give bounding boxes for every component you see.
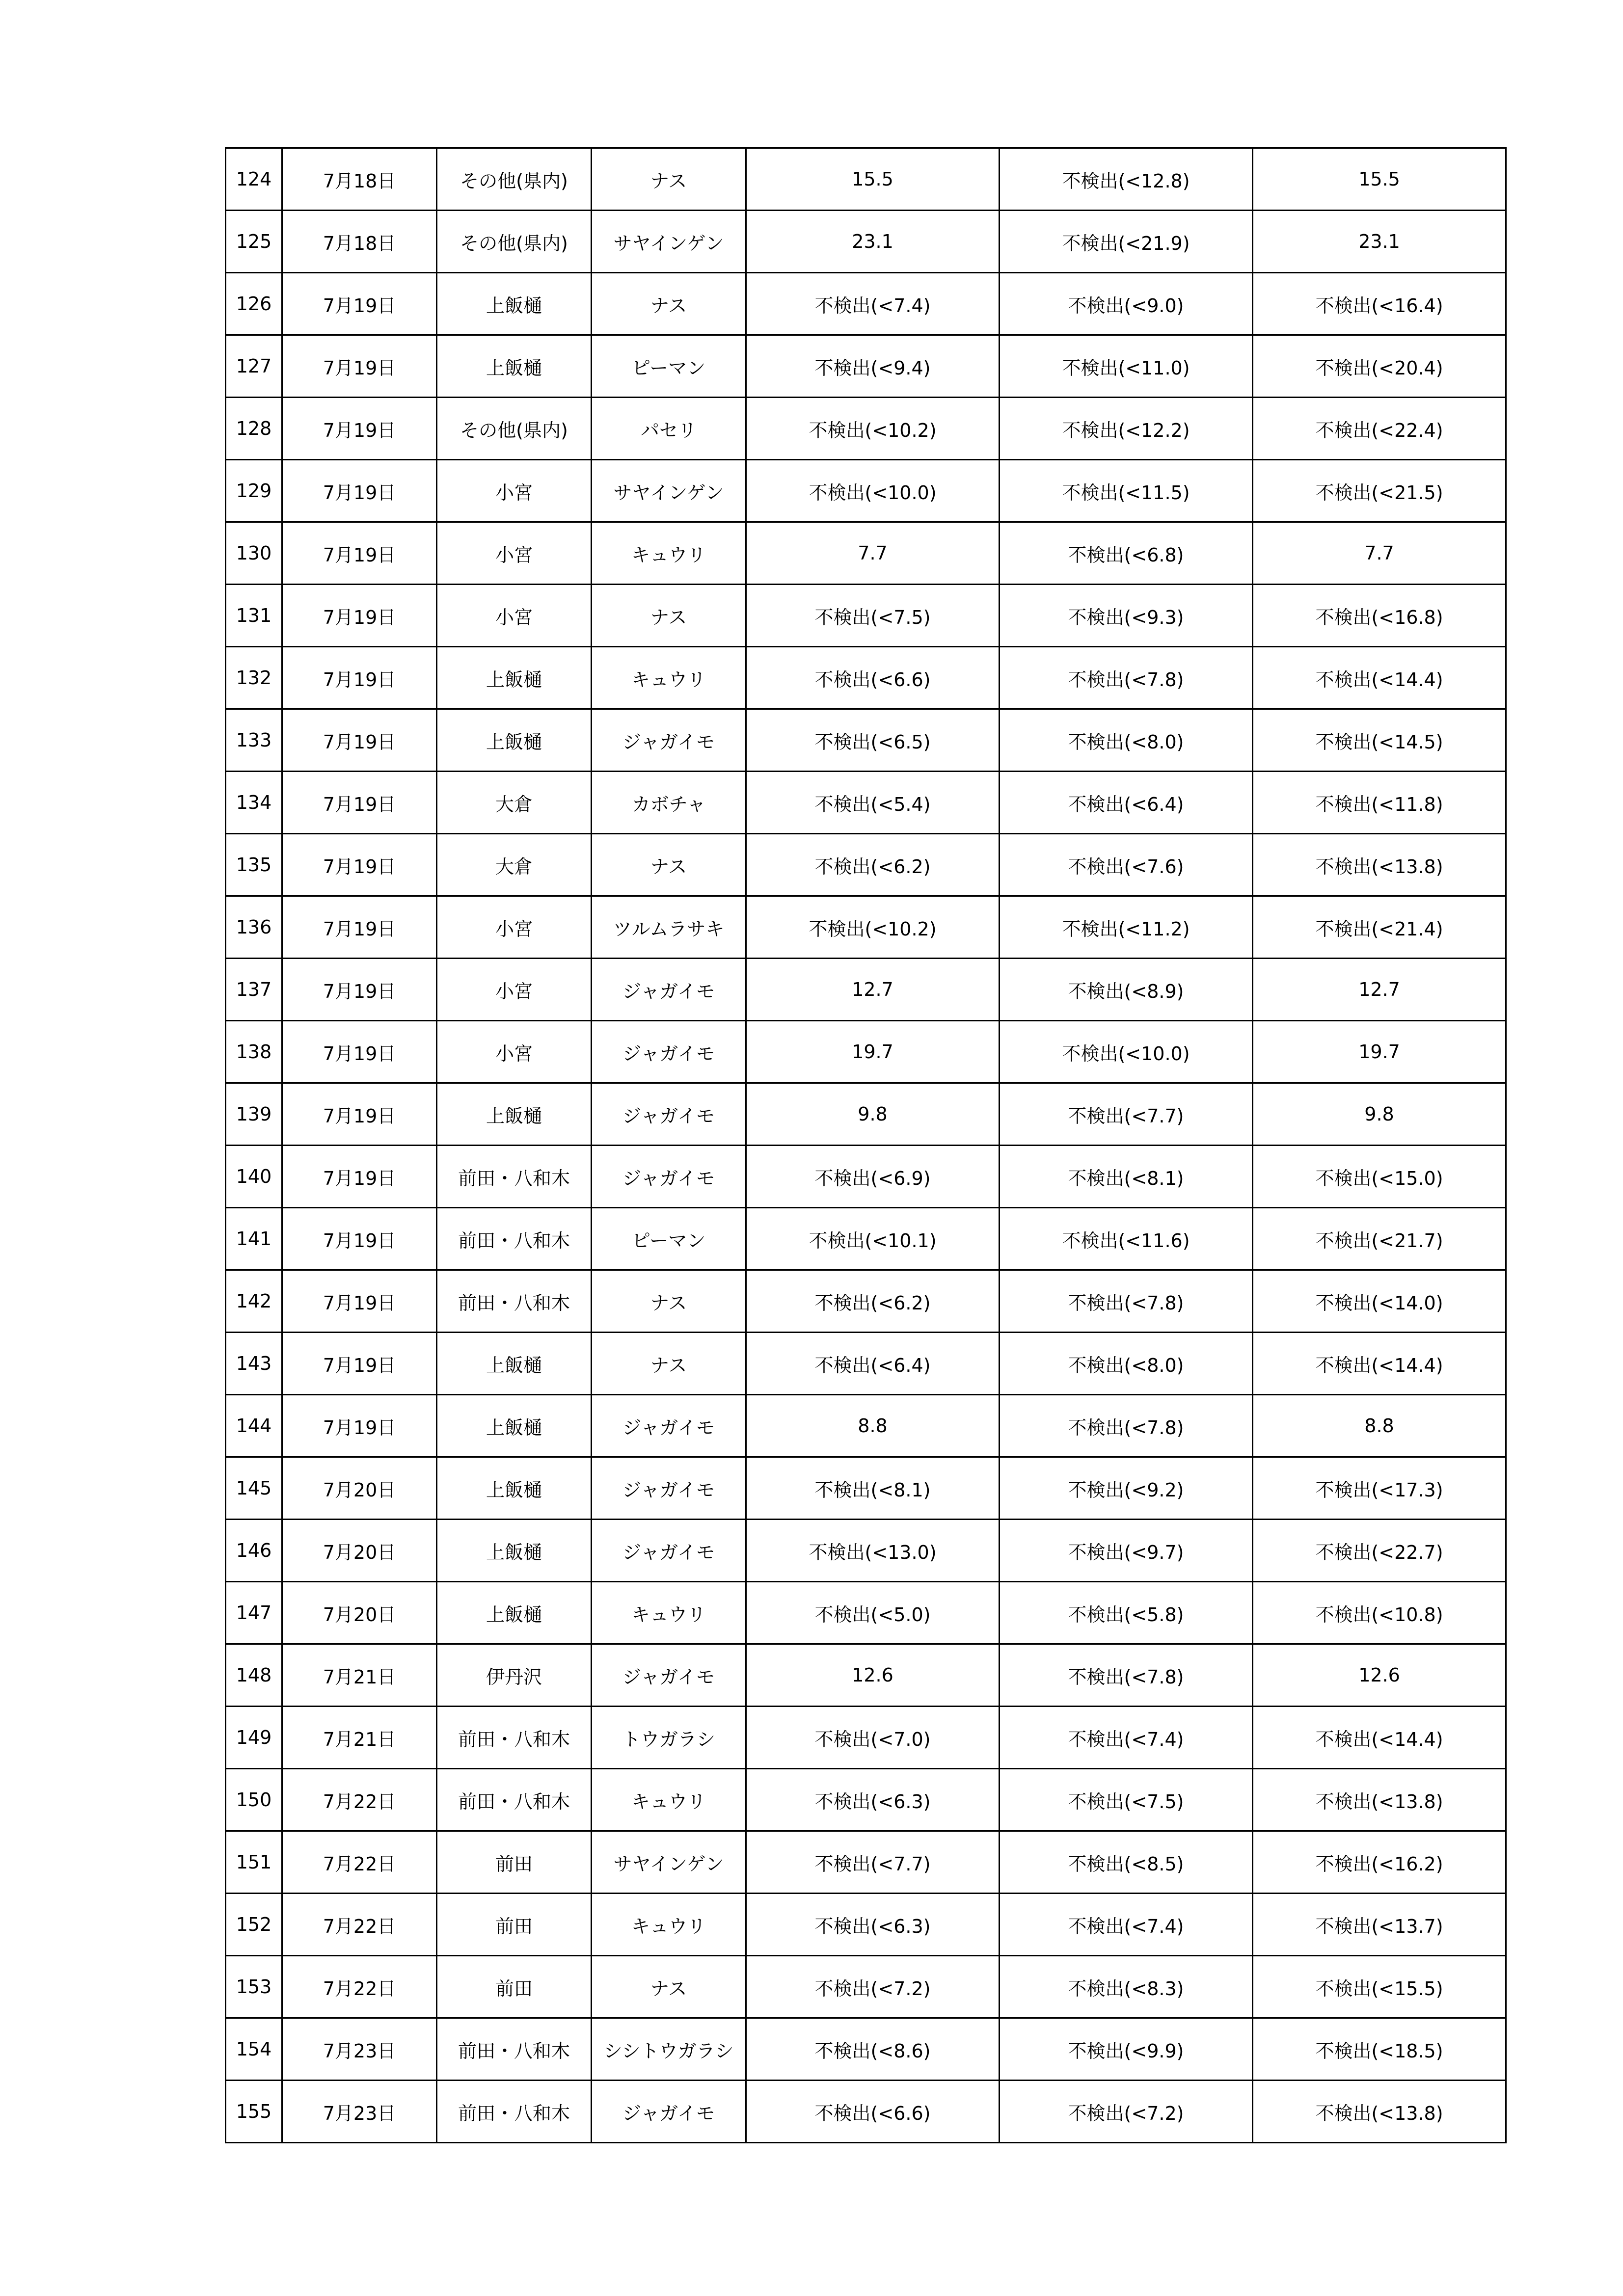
row-number-cell: 136 bbox=[226, 896, 282, 959]
area-cell: 上飯樋 bbox=[437, 647, 592, 709]
value-1-cell: 不検出(<10.2) bbox=[746, 398, 1000, 460]
value-1-cell: 9.8 bbox=[746, 1083, 1000, 1146]
item-cell: ナス bbox=[592, 273, 746, 335]
table-row bbox=[226, 148, 1506, 211]
value-2-cell: 不検出(<7.7) bbox=[1000, 1083, 1253, 1146]
date-cell: 7月19日 bbox=[282, 1083, 437, 1146]
area-cell: 上飯樋 bbox=[437, 1333, 592, 1395]
area-cell: 伊丹沢 bbox=[437, 1644, 592, 1707]
item-cell: キュウリ bbox=[592, 647, 746, 709]
value-3-cell: 12.7 bbox=[1253, 959, 1506, 1021]
area-cell: 上飯樋 bbox=[437, 1083, 592, 1146]
date-cell: 7月18日 bbox=[282, 148, 437, 211]
value-2-cell: 不検出(<8.3) bbox=[1000, 1956, 1253, 2018]
table-row bbox=[226, 1707, 1506, 1769]
table-row bbox=[226, 1831, 1506, 1894]
area-cell: 上飯樋 bbox=[437, 1395, 592, 1457]
table-row bbox=[226, 709, 1506, 772]
value-2-cell: 不検出(<8.9) bbox=[1000, 959, 1253, 1021]
item-cell: ナス bbox=[592, 1956, 746, 2018]
date-cell: 7月20日 bbox=[282, 1520, 437, 1582]
item-cell: ナス bbox=[592, 834, 746, 896]
table-row bbox=[226, 1457, 1506, 1520]
value-3-cell: 不検出(<22.7) bbox=[1253, 1520, 1506, 1582]
value-1-cell: 8.8 bbox=[746, 1395, 1000, 1457]
value-1-cell: 不検出(<6.3) bbox=[746, 1769, 1000, 1831]
value-3-cell: 不検出(<18.5) bbox=[1253, 2018, 1506, 2081]
item-cell: ジャガイモ bbox=[592, 959, 746, 1021]
value-2-cell: 不検出(<8.0) bbox=[1000, 709, 1253, 772]
item-cell: ジャガイモ bbox=[592, 2081, 746, 2143]
item-cell: キュウリ bbox=[592, 1582, 746, 1644]
value-2-cell: 不検出(<7.4) bbox=[1000, 1894, 1253, 1956]
value-3-cell: 7.7 bbox=[1253, 522, 1506, 585]
row-number-cell: 141 bbox=[226, 1208, 282, 1270]
item-cell: サヤインゲン bbox=[592, 1831, 746, 1894]
value-1-cell: 不検出(<7.4) bbox=[746, 273, 1000, 335]
value-2-cell: 不検出(<7.6) bbox=[1000, 834, 1253, 896]
value-1-cell: 不検出(<7.2) bbox=[746, 1956, 1000, 2018]
value-2-cell: 不検出(<21.9) bbox=[1000, 211, 1253, 273]
table-row bbox=[226, 2081, 1506, 2143]
value-1-cell: 不検出(<6.3) bbox=[746, 1894, 1000, 1956]
value-3-cell: 不検出(<17.3) bbox=[1253, 1457, 1506, 1520]
row-number-cell: 149 bbox=[226, 1707, 282, 1769]
item-cell: ジャガイモ bbox=[592, 1021, 746, 1083]
date-cell: 7月19日 bbox=[282, 1208, 437, 1270]
value-3-cell: 15.5 bbox=[1253, 148, 1506, 211]
row-number-cell: 125 bbox=[226, 211, 282, 273]
row-number-cell: 137 bbox=[226, 959, 282, 1021]
value-2-cell: 不検出(<9.0) bbox=[1000, 273, 1253, 335]
value-3-cell: 不検出(<15.5) bbox=[1253, 1956, 1506, 2018]
value-1-cell: 不検出(<10.0) bbox=[746, 460, 1000, 522]
area-cell: 前田・八和木 bbox=[437, 1707, 592, 1769]
row-number-cell: 148 bbox=[226, 1644, 282, 1707]
area-cell: 前田・八和木 bbox=[437, 2081, 592, 2143]
area-cell: その他(県内) bbox=[437, 211, 592, 273]
value-3-cell: 8.8 bbox=[1253, 1395, 1506, 1457]
value-1-cell: 不検出(<8.1) bbox=[746, 1457, 1000, 1520]
item-cell: ピーマン bbox=[592, 335, 746, 398]
value-1-cell: 不検出(<8.6) bbox=[746, 2018, 1000, 2081]
row-number-cell: 133 bbox=[226, 709, 282, 772]
row-number-cell: 154 bbox=[226, 2018, 282, 2081]
area-cell: 前田 bbox=[437, 1831, 592, 1894]
date-cell: 7月19日 bbox=[282, 585, 437, 647]
value-3-cell: 不検出(<21.4) bbox=[1253, 896, 1506, 959]
value-1-cell: 7.7 bbox=[746, 522, 1000, 585]
value-1-cell: 不検出(<7.0) bbox=[746, 1707, 1000, 1769]
value-1-cell: 不検出(<7.5) bbox=[746, 585, 1000, 647]
row-number-cell: 150 bbox=[226, 1769, 282, 1831]
date-cell: 7月23日 bbox=[282, 2081, 437, 2143]
area-cell: その他(県内) bbox=[437, 148, 592, 211]
value-2-cell: 不検出(<7.4) bbox=[1000, 1707, 1253, 1769]
area-cell: 前田・八和木 bbox=[437, 1270, 592, 1333]
table-row bbox=[226, 1270, 1506, 1333]
date-cell: 7月19日 bbox=[282, 772, 437, 834]
value-3-cell: 不検出(<16.4) bbox=[1253, 273, 1506, 335]
value-2-cell: 不検出(<8.1) bbox=[1000, 1146, 1253, 1208]
value-2-cell: 不検出(<12.8) bbox=[1000, 148, 1253, 211]
row-number-cell: 145 bbox=[226, 1457, 282, 1520]
value-1-cell: 不検出(<10.2) bbox=[746, 896, 1000, 959]
date-cell: 7月19日 bbox=[282, 959, 437, 1021]
row-number-cell: 142 bbox=[226, 1270, 282, 1333]
item-cell: キュウリ bbox=[592, 1894, 746, 1956]
value-2-cell: 不検出(<7.8) bbox=[1000, 1270, 1253, 1333]
value-3-cell: 12.6 bbox=[1253, 1644, 1506, 1707]
value-3-cell: 不検出(<13.8) bbox=[1253, 2081, 1506, 2143]
value-2-cell: 不検出(<6.4) bbox=[1000, 772, 1253, 834]
table-row bbox=[226, 211, 1506, 273]
date-cell: 7月19日 bbox=[282, 647, 437, 709]
item-cell: シシトウガラシ bbox=[592, 2018, 746, 2081]
table-row bbox=[226, 460, 1506, 522]
row-number-cell: 127 bbox=[226, 335, 282, 398]
results-table-body bbox=[226, 148, 1506, 2143]
value-3-cell: 不検出(<13.8) bbox=[1253, 834, 1506, 896]
value-3-cell: 23.1 bbox=[1253, 211, 1506, 273]
value-1-cell: 不検出(<13.0) bbox=[746, 1520, 1000, 1582]
table-row bbox=[226, 772, 1506, 834]
date-cell: 7月19日 bbox=[282, 398, 437, 460]
row-number-cell: 139 bbox=[226, 1083, 282, 1146]
row-number-cell: 124 bbox=[226, 148, 282, 211]
row-number-cell: 153 bbox=[226, 1956, 282, 2018]
date-cell: 7月20日 bbox=[282, 1582, 437, 1644]
value-3-cell: 不検出(<16.8) bbox=[1253, 585, 1506, 647]
table-row bbox=[226, 1333, 1506, 1395]
row-number-cell: 155 bbox=[226, 2081, 282, 2143]
value-1-cell: 不検出(<6.6) bbox=[746, 2081, 1000, 2143]
area-cell: 前田・八和木 bbox=[437, 2018, 592, 2081]
table-row bbox=[226, 1644, 1506, 1707]
value-2-cell: 不検出(<9.3) bbox=[1000, 585, 1253, 647]
value-3-cell: 不検出(<14.4) bbox=[1253, 647, 1506, 709]
value-1-cell: 不検出(<9.4) bbox=[746, 335, 1000, 398]
date-cell: 7月18日 bbox=[282, 211, 437, 273]
table-row bbox=[226, 834, 1506, 896]
value-1-cell: 19.7 bbox=[746, 1021, 1000, 1083]
table-row bbox=[226, 1021, 1506, 1083]
table-row bbox=[226, 1146, 1506, 1208]
table-row bbox=[226, 398, 1506, 460]
table-row bbox=[226, 522, 1506, 585]
item-cell: キュウリ bbox=[592, 522, 746, 585]
date-cell: 7月19日 bbox=[282, 709, 437, 772]
value-1-cell: 不検出(<6.4) bbox=[746, 1333, 1000, 1395]
date-cell: 7月22日 bbox=[282, 1956, 437, 2018]
table-row bbox=[226, 335, 1506, 398]
value-1-cell: 不検出(<10.1) bbox=[746, 1208, 1000, 1270]
area-cell: 小宮 bbox=[437, 460, 592, 522]
item-cell: パセリ bbox=[592, 398, 746, 460]
value-3-cell: 9.8 bbox=[1253, 1083, 1506, 1146]
row-number-cell: 144 bbox=[226, 1395, 282, 1457]
table-row bbox=[226, 1894, 1506, 1956]
value-2-cell: 不検出(<7.8) bbox=[1000, 1644, 1253, 1707]
row-number-cell: 129 bbox=[226, 460, 282, 522]
date-cell: 7月19日 bbox=[282, 335, 437, 398]
item-cell: ジャガイモ bbox=[592, 1644, 746, 1707]
value-1-cell: 不検出(<7.7) bbox=[746, 1831, 1000, 1894]
row-number-cell: 128 bbox=[226, 398, 282, 460]
table-row bbox=[226, 1395, 1506, 1457]
value-2-cell: 不検出(<11.2) bbox=[1000, 896, 1253, 959]
area-cell: 小宮 bbox=[437, 896, 592, 959]
table-row bbox=[226, 896, 1506, 959]
value-1-cell: 不検出(<6.2) bbox=[746, 834, 1000, 896]
item-cell: ツルムラサキ bbox=[592, 896, 746, 959]
area-cell: 前田・八和木 bbox=[437, 1769, 592, 1831]
row-number-cell: 135 bbox=[226, 834, 282, 896]
value-2-cell: 不検出(<9.7) bbox=[1000, 1520, 1253, 1582]
value-2-cell: 不検出(<12.2) bbox=[1000, 398, 1253, 460]
row-number-cell: 138 bbox=[226, 1021, 282, 1083]
item-cell: ナス bbox=[592, 585, 746, 647]
value-2-cell: 不検出(<9.9) bbox=[1000, 2018, 1253, 2081]
date-cell: 7月22日 bbox=[282, 1894, 437, 1956]
value-2-cell: 不検出(<7.2) bbox=[1000, 2081, 1253, 2143]
item-cell: ジャガイモ bbox=[592, 1520, 746, 1582]
value-2-cell: 不検出(<7.8) bbox=[1000, 1395, 1253, 1457]
row-number-cell: 126 bbox=[226, 273, 282, 335]
table-row bbox=[226, 585, 1506, 647]
table-row bbox=[226, 1582, 1506, 1644]
item-cell: ナス bbox=[592, 148, 746, 211]
value-2-cell: 不検出(<8.0) bbox=[1000, 1333, 1253, 1395]
item-cell: ジャガイモ bbox=[592, 709, 746, 772]
value-1-cell: 不検出(<6.2) bbox=[746, 1270, 1000, 1333]
area-cell: 小宮 bbox=[437, 522, 592, 585]
value-2-cell: 不検出(<5.8) bbox=[1000, 1582, 1253, 1644]
area-cell: 前田 bbox=[437, 1956, 592, 2018]
value-2-cell: 不検出(<9.2) bbox=[1000, 1457, 1253, 1520]
area-cell: 上飯樋 bbox=[437, 709, 592, 772]
value-1-cell: 23.1 bbox=[746, 211, 1000, 273]
area-cell: 大倉 bbox=[437, 772, 592, 834]
date-cell: 7月21日 bbox=[282, 1644, 437, 1707]
table-row bbox=[226, 2018, 1506, 2081]
value-3-cell: 不検出(<15.0) bbox=[1253, 1146, 1506, 1208]
area-cell: 上飯樋 bbox=[437, 273, 592, 335]
value-3-cell: 不検出(<14.0) bbox=[1253, 1270, 1506, 1333]
value-2-cell: 不検出(<10.0) bbox=[1000, 1021, 1253, 1083]
date-cell: 7月19日 bbox=[282, 1270, 437, 1333]
date-cell: 7月23日 bbox=[282, 2018, 437, 2081]
table-row bbox=[226, 1083, 1506, 1146]
item-cell: サヤインゲン bbox=[592, 211, 746, 273]
table-row bbox=[226, 273, 1506, 335]
area-cell: その他(県内) bbox=[437, 398, 592, 460]
value-2-cell: 不検出(<7.5) bbox=[1000, 1769, 1253, 1831]
value-1-cell: 不検出(<6.5) bbox=[746, 709, 1000, 772]
date-cell: 7月19日 bbox=[282, 1146, 437, 1208]
date-cell: 7月22日 bbox=[282, 1831, 437, 1894]
item-cell: ナス bbox=[592, 1270, 746, 1333]
value-1-cell: 不検出(<6.9) bbox=[746, 1146, 1000, 1208]
value-3-cell: 不検出(<22.4) bbox=[1253, 398, 1506, 460]
item-cell: サヤインゲン bbox=[592, 460, 746, 522]
date-cell: 7月19日 bbox=[282, 1021, 437, 1083]
date-cell: 7月19日 bbox=[282, 273, 437, 335]
date-cell: 7月19日 bbox=[282, 1333, 437, 1395]
area-cell: 上飯樋 bbox=[437, 1520, 592, 1582]
item-cell: ピーマン bbox=[592, 1208, 746, 1270]
value-2-cell: 不検出(<7.8) bbox=[1000, 647, 1253, 709]
value-2-cell: 不検出(<6.8) bbox=[1000, 522, 1253, 585]
area-cell: 前田・八和木 bbox=[437, 1146, 592, 1208]
row-number-cell: 152 bbox=[226, 1894, 282, 1956]
item-cell: ジャガイモ bbox=[592, 1395, 746, 1457]
item-cell: ジャガイモ bbox=[592, 1457, 746, 1520]
value-1-cell: 15.5 bbox=[746, 148, 1000, 211]
value-3-cell: 19.7 bbox=[1253, 1021, 1506, 1083]
date-cell: 7月19日 bbox=[282, 834, 437, 896]
area-cell: 前田・八和木 bbox=[437, 1208, 592, 1270]
value-3-cell: 不検出(<14.4) bbox=[1253, 1333, 1506, 1395]
row-number-cell: 132 bbox=[226, 647, 282, 709]
value-3-cell: 不検出(<14.4) bbox=[1253, 1707, 1506, 1769]
value-3-cell: 不検出(<11.8) bbox=[1253, 772, 1506, 834]
row-number-cell: 130 bbox=[226, 522, 282, 585]
value-3-cell: 不検出(<20.4) bbox=[1253, 335, 1506, 398]
area-cell: 上飯樋 bbox=[437, 1582, 592, 1644]
value-1-cell: 不検出(<5.4) bbox=[746, 772, 1000, 834]
row-number-cell: 146 bbox=[226, 1520, 282, 1582]
value-2-cell: 不検出(<8.5) bbox=[1000, 1831, 1253, 1894]
item-cell: ナス bbox=[592, 1333, 746, 1395]
table-row bbox=[226, 1520, 1506, 1582]
table-row bbox=[226, 1956, 1506, 2018]
date-cell: 7月19日 bbox=[282, 1395, 437, 1457]
value-1-cell: 不検出(<6.6) bbox=[746, 647, 1000, 709]
value-3-cell: 不検出(<10.8) bbox=[1253, 1582, 1506, 1644]
results-table bbox=[225, 147, 1507, 2143]
value-3-cell: 不検出(<14.5) bbox=[1253, 709, 1506, 772]
item-cell: ジャガイモ bbox=[592, 1083, 746, 1146]
row-number-cell: 131 bbox=[226, 585, 282, 647]
item-cell: キュウリ bbox=[592, 1769, 746, 1831]
date-cell: 7月19日 bbox=[282, 896, 437, 959]
area-cell: 上飯樋 bbox=[437, 1457, 592, 1520]
value-3-cell: 不検出(<13.8) bbox=[1253, 1769, 1506, 1831]
row-number-cell: 140 bbox=[226, 1146, 282, 1208]
value-3-cell: 不検出(<21.5) bbox=[1253, 460, 1506, 522]
value-1-cell: 不検出(<5.0) bbox=[746, 1582, 1000, 1644]
area-cell: 大倉 bbox=[437, 834, 592, 896]
table-row bbox=[226, 1769, 1506, 1831]
value-2-cell: 不検出(<11.6) bbox=[1000, 1208, 1253, 1270]
row-number-cell: 143 bbox=[226, 1333, 282, 1395]
date-cell: 7月21日 bbox=[282, 1707, 437, 1769]
area-cell: 前田 bbox=[437, 1894, 592, 1956]
value-1-cell: 12.7 bbox=[746, 959, 1000, 1021]
item-cell: カボチャ bbox=[592, 772, 746, 834]
row-number-cell: 147 bbox=[226, 1582, 282, 1644]
table-row bbox=[226, 959, 1506, 1021]
table-row bbox=[226, 1208, 1506, 1270]
value-2-cell: 不検出(<11.0) bbox=[1000, 335, 1253, 398]
area-cell: 小宮 bbox=[437, 1021, 592, 1083]
date-cell: 7月20日 bbox=[282, 1457, 437, 1520]
value-3-cell: 不検出(<13.7) bbox=[1253, 1894, 1506, 1956]
value-2-cell: 不検出(<11.5) bbox=[1000, 460, 1253, 522]
item-cell: トウガラシ bbox=[592, 1707, 746, 1769]
row-number-cell: 134 bbox=[226, 772, 282, 834]
date-cell: 7月22日 bbox=[282, 1769, 437, 1831]
item-cell: ジャガイモ bbox=[592, 1146, 746, 1208]
value-1-cell: 12.6 bbox=[746, 1644, 1000, 1707]
row-number-cell: 151 bbox=[226, 1831, 282, 1894]
value-3-cell: 不検出(<21.7) bbox=[1253, 1208, 1506, 1270]
table-row bbox=[226, 647, 1506, 709]
area-cell: 小宮 bbox=[437, 585, 592, 647]
date-cell: 7月19日 bbox=[282, 522, 437, 585]
area-cell: 上飯樋 bbox=[437, 335, 592, 398]
area-cell: 小宮 bbox=[437, 959, 592, 1021]
date-cell: 7月19日 bbox=[282, 460, 437, 522]
value-3-cell: 不検出(<16.2) bbox=[1253, 1831, 1506, 1894]
